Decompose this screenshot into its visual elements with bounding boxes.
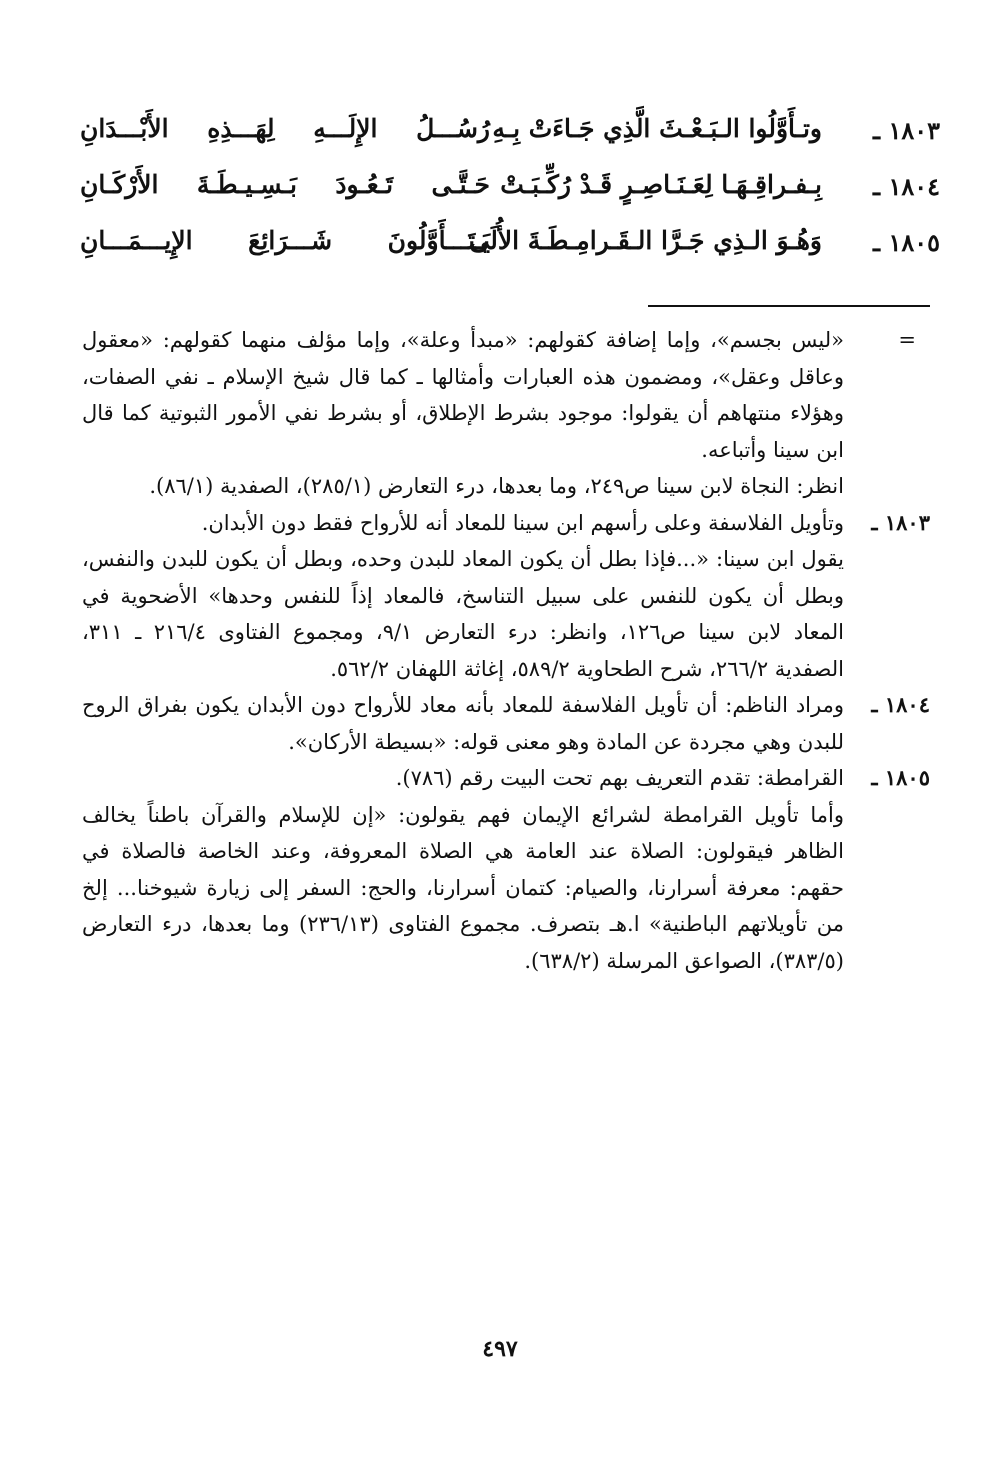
footnote-separator: [648, 305, 930, 307]
verse-second-hemistich: يَـتَـــأَوَّلُونَ شَـــرَائِعَ الإِيـــمَـــانِ: [80, 226, 490, 255]
verse-first-hemistich: وَهُـوَ الـذِي جَـرَّا الـقَـرامِـطَـةَ الأُلَى: [469, 226, 822, 255]
verse-number: ١٨٠٣ ـ: [873, 116, 940, 145]
verse-line: [80, 222, 940, 278]
footnote: [82, 760, 930, 979]
footnote-paragraph: «ليس بجسم»، وإما إضافة كقولهم: «مبدأ وعلة»، وإما مؤلف منهما كقولهم: «معقول وعاقل وعقل»، ومضمون هذه العبارات وأمثالها ـ كما قال شيخ الإسلام ـ نفي الصفات، وهؤلاء منتهاهم أن يقولوا: موجود بشرط الإطلاق، أو بشرط نفي الأمور الثبوتية كما قال ابن سينا وأتباعه.: [82, 328, 844, 462]
continuation-mark: =: [898, 328, 916, 352]
page-number: ٤٩٧: [482, 1336, 518, 1362]
poem-verses: [80, 110, 940, 278]
footnote-paragraph: وتأويل الفلاسفة وعلى رأسهم ابن سينا للمعاد أنه للأرواح فقط دون الأبدان.: [201, 510, 844, 535]
footnote-paragraph: ومراد الناظم: أن تأويل الفلاسفة للمعاد بأنه معاد للأرواح دون الأبدان يكون بفراق الروح للبدن وهي مجردة عن المادة وهو معنى قوله: «بسيطة الأركان».: [82, 693, 844, 754]
footnote-number: ١٨٠٤ ـ: [871, 692, 930, 717]
footnote-number: ١٨٠٣ ـ: [871, 509, 930, 535]
footnote-paragraph: وأما تأويل القرامطة لشرائع الإيمان فهم يقولون: «إن للإسلام والقرآن باطناً يخالف الظاهر فيقولون: الصلاة عند العامة هي الصلاة المعروفة، وعند الخاصة فالصلاة في حقهم: معرفة أسرارنا، والصيام: كتمان أسرارنا، والحج: السفر إلى زيارة شيوخنا... إلخ من تأويلاتهم الباطنية» ا.هـ بتصرف. مجموع الفتاوى (٢٣٦/١٣) وما بعدها، درء التعارض (٣٨٣/٥)، الصواعق المرسلة (٦٣٨/٢).: [82, 802, 844, 973]
verse-number: ١٨٠٥ ـ: [873, 228, 940, 257]
footnote: [82, 505, 930, 688]
footnote-paragraph: القرامطة: تقدم التعريف بهم تحت البيت رقم (٧٨٦).: [395, 766, 844, 790]
footnote-number: ١٨٠٥ ـ: [871, 765, 930, 790]
verse-first-hemistich: وتـأَوَّلُوا الـبَـعْـثَ الَّذِي جَـاءَتْ بِـهِ: [492, 114, 822, 143]
verse-first-hemistich: بِـفـراقِـهَـا لِعَـنَـاصِـرٍ قَـدْ رُكِّـبَـتْ: [500, 170, 822, 199]
footnote-paragraph: يقول ابن سينا: «...فإذا بطل أن يكون المعاد للبدن وحده، وبطل أن يكون للبدن والنفس، وبطل أن يكون للنفس على سبيل التناسخ، فالمعاد إذاً للنفس وحدها» الأضحوية في المعاد لابن سينا ص١٢٦، وانظر: درء التعارض ٩/١، ومجموع الفتاوى ٢١٦/٤ ـ ٣١١، الصفدية ٢٦٦/٢، شرح الطحاوية ٥٨٩/٢، إغاثة اللهفان ٥٦٢/٢.: [82, 547, 844, 681]
footnote: [82, 687, 930, 760]
verse-second-hemistich: حَـتَّـى تَـعُـودَ بَـسِـيـطَـةَ الأَرْكَـانِ: [80, 170, 490, 199]
footnotes: [82, 322, 930, 979]
verse-line: [80, 166, 940, 222]
verse-line: [80, 110, 940, 166]
verse-second-hemistich: رُسُـــلُ الإِلَـــهِ لِهَـــذِهِ الأَبْـــدَانِ: [80, 114, 490, 143]
footnote-continuation: [82, 322, 930, 505]
verse-number: ١٨٠٤ ـ: [873, 172, 940, 201]
footnote-paragraph: انظر: النجاة لابن سينا ص٢٤٩، وما بعدها، درء التعارض (٢٨٥/١)، الصفدية (٨٦/١).: [149, 474, 844, 498]
